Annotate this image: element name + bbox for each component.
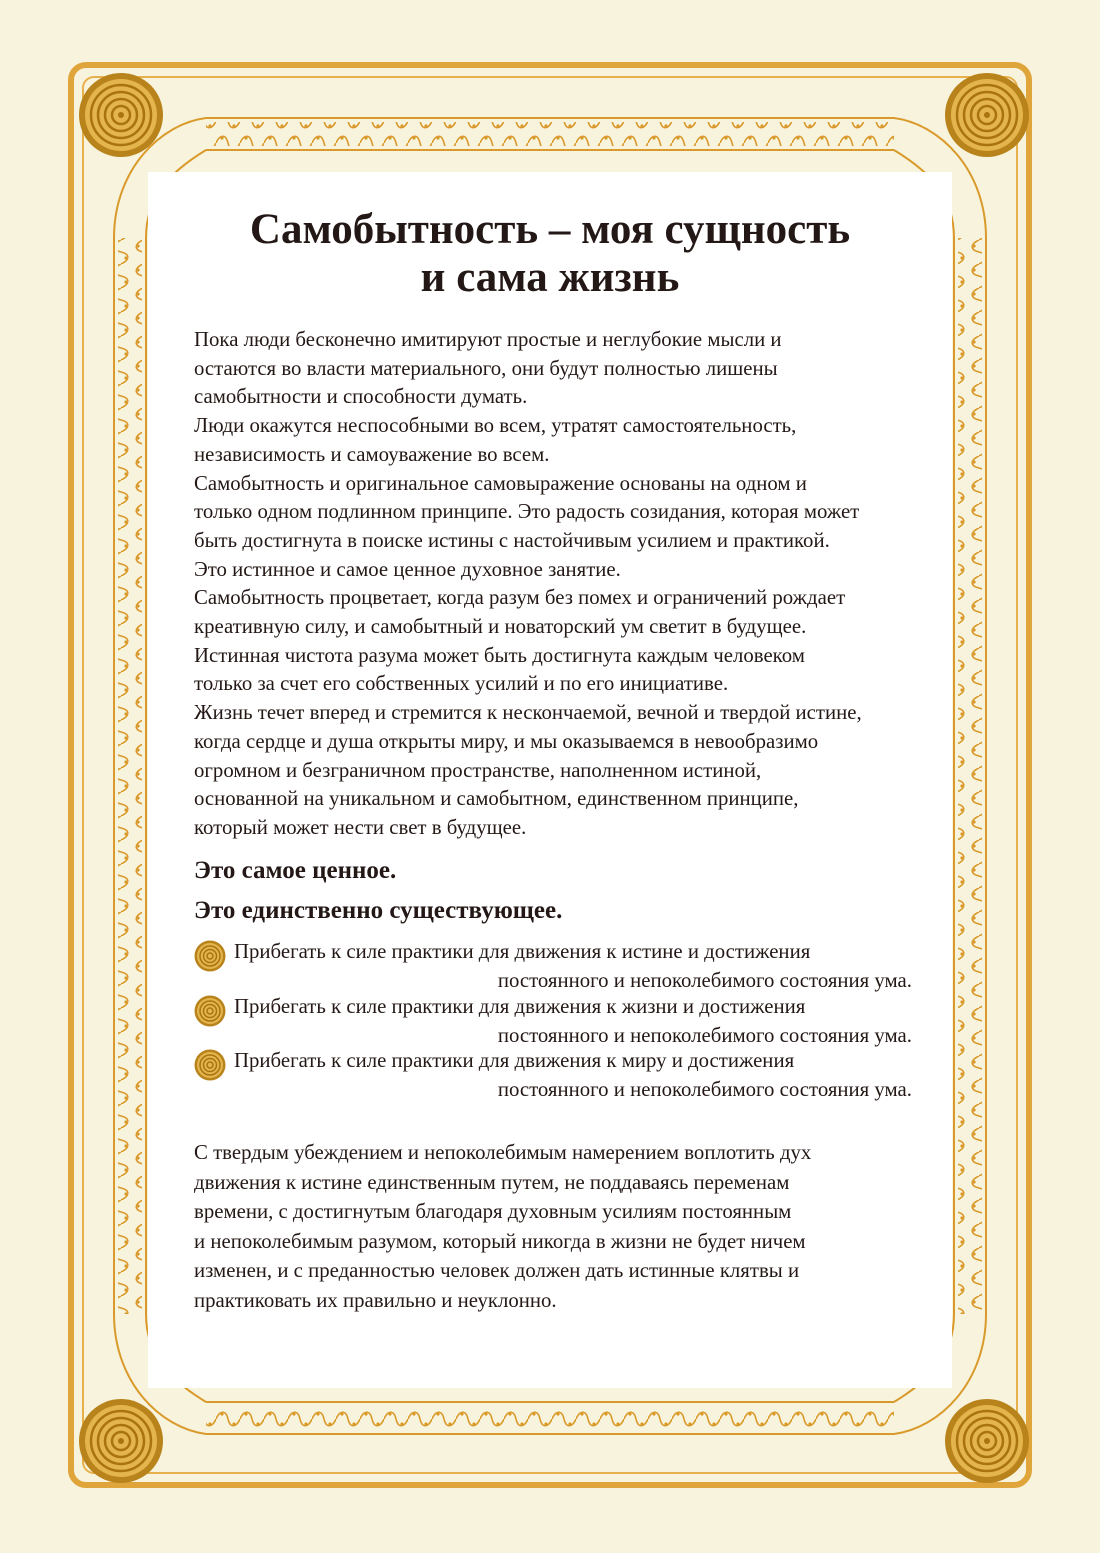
closing-line: движения к истине единственным путем, не поддаваясь переменам (194, 1170, 790, 1194)
bullet-item (194, 938, 924, 998)
closing-line: и непоколебимым разумом, который никогда в жизни не будет ничем (194, 1229, 806, 1253)
body-line: Это истинное и самое ценное духовное занятие. (194, 557, 621, 581)
bullet-text: Прибегать к силе практики для движения к миру и достижения (234, 1049, 795, 1072)
bullet-item (194, 993, 924, 1053)
bullet-text-continuation: постоянного и непоколебимого состояния ума. (497, 968, 912, 992)
page-title (0, 206, 1100, 302)
body-line: самобытности и способности думать. (194, 385, 528, 409)
closing-line: С твердым убеждением и непоколебимым намерением воплотить дух (194, 1141, 812, 1164)
gold-medallion-bullet-icon (194, 995, 226, 1027)
body-line: только за счет его собственных усилий и по его инициативе. (194, 672, 729, 696)
bullet-text: Прибегать к силе практики для движения к жизни и достижения (234, 995, 806, 1018)
gold-medallion-bullet-icon (194, 940, 226, 972)
body-line: Самобытность процветает, когда разум без помех и ограничений рождает (194, 586, 846, 610)
body-line: Истинная чистота разума может быть достигнута каждым человеком (194, 643, 805, 667)
body-line: независимость и самоуважение во всем. (194, 442, 550, 466)
body-line: только одном подлинном принципе. Это радость созидания, которая может (194, 500, 860, 524)
bullet-item (194, 1047, 924, 1107)
bullet-text: Прибегать к силе практики для движения к истине и достижения (234, 940, 811, 963)
body-line: когда сердце и душа открыты миру, и мы оказываемся в невообразимо (194, 729, 819, 753)
body-line: Самобытность и оригинальное самовыражение основаны на одном и (194, 471, 807, 495)
body-line: который может нести свет в будущее. (194, 815, 527, 839)
body-line: креативную силу, и самобытный и новаторский ум светит в будущее. (194, 615, 807, 639)
body-line: быть достигнута в поиске истины с настойчивым усилием и практикой. (194, 528, 830, 552)
gold-medallion-icon (78, 1398, 164, 1484)
closing-line: изменен, и с преданностью человек должен дать истинные клятвы и (194, 1259, 800, 1282)
gold-medallion-icon (944, 1398, 1030, 1484)
gold-medallion-icon (78, 72, 164, 158)
emphasis-line-2: Это единственно существующее. (194, 897, 563, 924)
title-line-2: и сама жизнь (420, 254, 680, 301)
body-line: основанной на уникальном и самобытном, единственном принципе, (194, 787, 799, 811)
closing-line: времени, с достигнутым благодаря духовным усилиям постоянным (194, 1200, 792, 1223)
gold-medallion-bullet-icon (194, 1049, 226, 1081)
closing-line: практиковать их правильно и неуклонно. (194, 1288, 557, 1312)
bullet-text-continuation: постоянного и непоколебимого состояния ума. (497, 1077, 912, 1101)
body-text (194, 326, 934, 843)
bullet-text-continuation: постоянного и непоколебимого состояния ума. (497, 1023, 912, 1047)
title-line-1: Самобытность – моя сущность (249, 206, 851, 253)
body-line: остаются во власти материального, они будут полностью лишены (194, 356, 778, 380)
emphasis-line-1: Это самое ценное. (194, 857, 397, 884)
body-line: огромном и безграничном пространстве, наполненном истиной, (194, 758, 762, 782)
body-line: Люди окажутся неспособными во всем, утратят самостоятельность, (194, 414, 797, 438)
body-line: Пока люди бесконечно имитируют простые и неглубокие мысли и (194, 328, 782, 351)
body-line: Жизнь течет вперед и стремится к нескончаемой, вечной и твердой истине, (194, 701, 862, 725)
closing-paragraph (194, 1138, 894, 1315)
gold-medallion-icon (944, 72, 1030, 158)
